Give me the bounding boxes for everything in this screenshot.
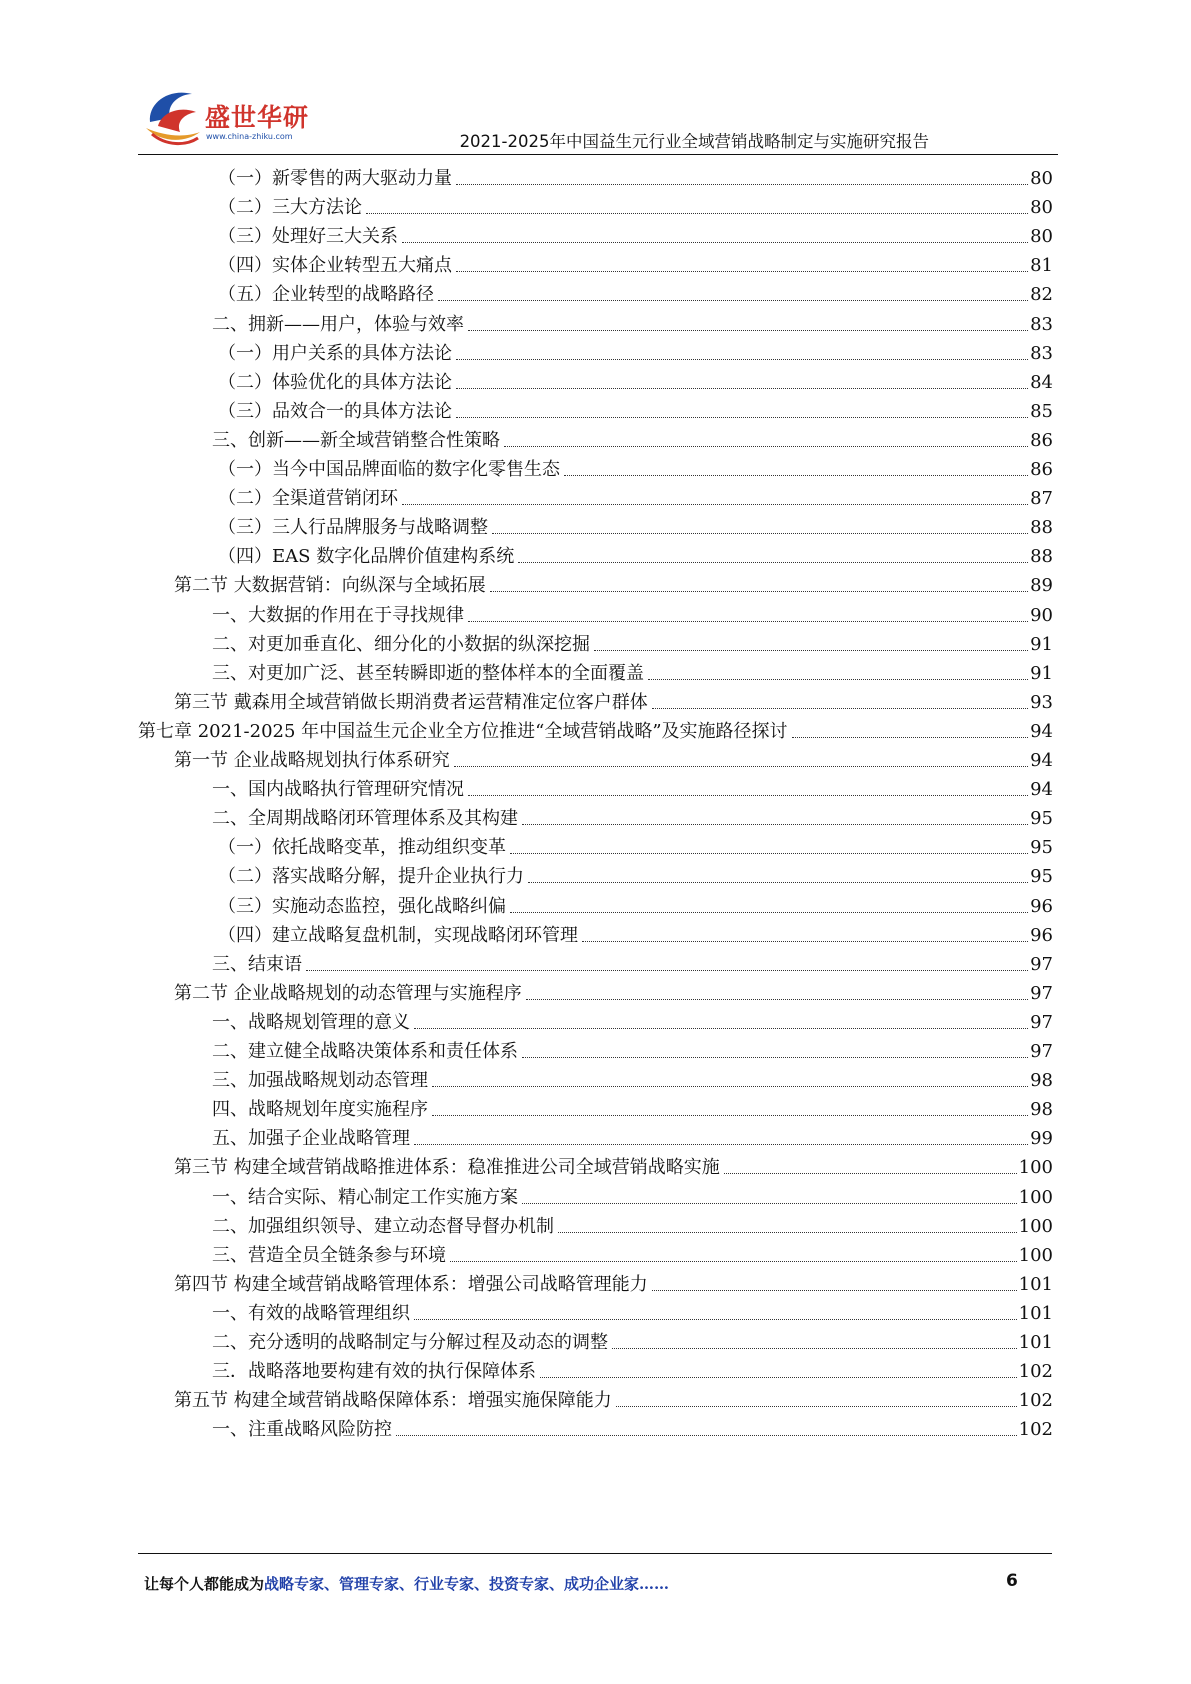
toc-entry-label: （一）用户关系的具体方法论 <box>218 342 452 364</box>
toc-entry[interactable] <box>218 888 1053 919</box>
toc-entry[interactable] <box>212 1208 1053 1239</box>
toc-entry[interactable] <box>218 509 1053 540</box>
toc-entry-label: 一、大数据的作用在于寻找规律 <box>212 604 464 626</box>
toc-leader-dots <box>366 212 1028 214</box>
toc-entry[interactable] <box>212 422 1053 453</box>
toc-entry[interactable] <box>218 858 1053 889</box>
footer-divider <box>138 1553 1052 1554</box>
toc-entry-page: 80 <box>1030 168 1053 189</box>
toc-entry[interactable] <box>212 597 1053 628</box>
toc-entry-page: 85 <box>1030 400 1053 422</box>
toc-entry-label: （三）实施动态监控，强化战略纠偏 <box>218 895 506 917</box>
toc-entry-label: 二、全周期战略闭环管理体系及其构建 <box>212 808 518 830</box>
toc-entry-page: 96 <box>1030 924 1053 946</box>
toc-leader-dots <box>510 911 1028 913</box>
toc-leader-dots <box>652 1289 1017 1291</box>
toc-entry-page: 98 <box>1030 1099 1053 1121</box>
toc-entry-page: 97 <box>1030 982 1053 1004</box>
toc-leader-dots <box>522 823 1028 825</box>
toc-leader-dots <box>402 241 1028 243</box>
toc-entry-label: （四）EAS 数字化品牌价值建构系统 <box>218 546 515 568</box>
toc-entry-page: 89 <box>1030 575 1053 597</box>
toc-entry[interactable] <box>218 829 1053 860</box>
toc-entry-page: 82 <box>1030 284 1053 306</box>
toc-entry-label: （一）当今中国品牌面临的数字化零售生态 <box>218 459 560 480</box>
toc-leader-dots <box>432 1085 1028 1087</box>
toc-entry-label: （三）三人行品牌服务与战略调整 <box>218 517 488 539</box>
toc-entry[interactable] <box>212 1237 1053 1268</box>
toc-entry-page: 87 <box>1030 488 1053 510</box>
toc-leader-dots <box>504 445 1028 447</box>
toc-entry[interactable] <box>212 1120 1053 1151</box>
toc-entry-label: 第二节 大数据营销：向纵深与全域拓展 <box>174 575 486 597</box>
toc-entry-page: 100 <box>1018 1186 1053 1208</box>
toc-entry-label: （三）处理好三大关系 <box>218 226 398 248</box>
toc-leader-dots <box>438 299 1028 301</box>
toc-leader-dots <box>468 794 1028 796</box>
page-header <box>0 0 1191 160</box>
toc-entry-page: 91 <box>1030 662 1053 684</box>
toc-entry-page: 88 <box>1030 517 1053 539</box>
toc-entry[interactable] <box>212 1295 1053 1326</box>
toc-entry[interactable] <box>174 1266 1053 1297</box>
toc-entry[interactable] <box>212 800 1053 831</box>
toc-entry-page: 102 <box>1018 1390 1053 1412</box>
toc-entry-label: 三、加强战略规划动态管理 <box>212 1070 428 1092</box>
toc-leader-dots <box>612 1347 1017 1349</box>
header-divider <box>138 154 1058 155</box>
toc-entry[interactable] <box>174 1382 1053 1413</box>
toc-entry-label: （四）建立战略复盘机制，实现战略闭环管理 <box>218 924 578 946</box>
toc-entry-label: 第三节 构建全域营销战略推进体系：稳准推进公司全域营销战略实施 <box>174 1157 720 1179</box>
toc-entry-page: 100 <box>1018 1157 1053 1179</box>
logo-text: 盛世华研 <box>205 103 310 132</box>
toc-entry-label: 第三节 戴森用全域营销做长期消费者运营精准定位客户群体 <box>174 691 648 713</box>
toc-entry-label: （四）实体企业转型五大痛点 <box>218 255 452 277</box>
toc-entry[interactable] <box>218 160 1053 191</box>
toc-entry[interactable] <box>212 1324 1053 1355</box>
toc-entry[interactable] <box>218 247 1053 278</box>
toc-entry-page: 81 <box>1030 255 1053 277</box>
toc-entry[interactable] <box>138 713 1053 744</box>
toc-leader-dots <box>648 678 1028 680</box>
toc-entry-label: 三、结束语 <box>212 953 302 975</box>
toc-leader-dots <box>594 649 1028 651</box>
toc-entry-page: 97 <box>1030 953 1053 975</box>
toc-entry-label: 三．战略落地要构建有效的执行保障体系 <box>212 1361 536 1383</box>
toc-entry-label: 二、建立健全战略决策体系和责任体系 <box>212 1041 518 1062</box>
toc-entry-page: 102 <box>1018 1361 1053 1383</box>
toc-entry-label: 二、拥新——用户，体验与效率 <box>212 313 464 335</box>
toc-entry-label: （二）三大方法论 <box>218 197 362 219</box>
toc-leader-dots <box>510 852 1028 854</box>
toc-leader-dots <box>456 183 1028 185</box>
toc-leader-dots <box>402 503 1028 505</box>
toc-leader-dots <box>492 532 1028 534</box>
toc-entry[interactable] <box>212 1091 1053 1122</box>
toc-entry-label: 第七章 2021-2025 年中国益生元企业全方位推进“全域营销战略”及实施路径探讨 <box>138 720 788 742</box>
toc-entry[interactable] <box>212 946 1053 977</box>
toc-entry[interactable] <box>212 306 1053 337</box>
toc-entry-page: 93 <box>1030 691 1053 713</box>
toc-entry-page: 83 <box>1030 313 1053 335</box>
toc-entry-page: 88 <box>1030 546 1053 568</box>
toc-leader-dots <box>616 1405 1017 1407</box>
toc-entry-label: 三、对更加广泛、甚至转瞬即逝的整体样本的全面覆盖 <box>212 662 644 684</box>
toc-entry-page: 95 <box>1030 866 1053 888</box>
toc-entry-page: 95 <box>1030 808 1053 830</box>
toc-entry-page: 94 <box>1030 750 1053 771</box>
toc-leader-dots <box>724 1172 1017 1174</box>
toc-leader-dots <box>652 707 1028 709</box>
toc-leader-dots <box>456 358 1028 360</box>
toc-entry[interactable] <box>218 538 1053 569</box>
toc-entry[interactable] <box>212 1004 1053 1035</box>
toc-entry-page: 100 <box>1018 1244 1053 1266</box>
toc-entry[interactable] <box>174 742 1053 773</box>
toc-leader-dots <box>522 1202 1017 1204</box>
toc-entry[interactable] <box>212 1033 1053 1064</box>
toc-entry-page: 97 <box>1030 1041 1053 1062</box>
toc-entry-label: 第二节 企业战略规划的动态管理与实施程序 <box>174 982 522 1004</box>
toc-entry[interactable] <box>218 276 1053 307</box>
toc-entry-label: 三、营造全员全链条参与环境 <box>212 1244 446 1266</box>
toc-entry-page: 80 <box>1030 226 1053 248</box>
footer-slogan-highlight: 战略专家、管理专家、行业专家、投资专家、成功企业家…… <box>264 1575 670 1593</box>
toc-entry-label: 一、国内战略执行管理研究情况 <box>212 779 464 801</box>
toc-entry-page: 101 <box>1018 1302 1053 1324</box>
toc-entry[interactable] <box>218 218 1053 249</box>
toc-leader-dots <box>490 590 1028 592</box>
toc-leader-dots <box>540 1376 1017 1378</box>
toc-entry-label: （三）品效合一的具体方法论 <box>218 400 452 422</box>
toc-leader-dots <box>526 998 1028 1000</box>
toc-leader-dots <box>456 387 1028 389</box>
toc-entry-label: 一、有效的战略管理组织 <box>212 1302 410 1324</box>
toc-leader-dots <box>528 881 1028 883</box>
toc-entry[interactable] <box>212 771 1053 802</box>
toc-entry-label: （一）新零售的两大驱动力量 <box>218 168 452 189</box>
toc-leader-dots <box>414 1027 1028 1029</box>
toc-entry-page: 95 <box>1030 837 1053 859</box>
page-number: 6 <box>1006 1571 1018 1591</box>
toc-entry-label: 二、充分透明的战略制定与分解过程及动态的调整 <box>212 1332 608 1353</box>
toc-entry[interactable] <box>174 567 1053 598</box>
toc-entry-page: 83 <box>1030 342 1053 364</box>
toc-entry-label: 第一节 企业战略规划执行体系研究 <box>174 750 450 771</box>
toc-entry[interactable] <box>174 975 1053 1006</box>
toc-entry-page: 80 <box>1030 197 1053 219</box>
logo-url: www.china-zhiku.com <box>206 132 293 141</box>
toc-entry-page: 102 <box>1018 1419 1053 1441</box>
toc-entry-label: （二）落实战略分解，提升企业执行力 <box>218 866 524 888</box>
toc-entry-page: 84 <box>1030 371 1053 393</box>
toc-entry-page: 94 <box>1030 720 1053 742</box>
toc-leader-dots <box>582 940 1028 942</box>
toc-entry-label: 第五节 构建全域营销战略保障体系：增强实施保障能力 <box>174 1390 612 1412</box>
toc-entry-label: 四、战略规划年度实施程序 <box>212 1099 428 1121</box>
toc-entry[interactable] <box>174 684 1053 715</box>
toc-entry-page: 96 <box>1030 895 1053 917</box>
toc-entry-label: 一、战略规划管理的意义 <box>212 1011 410 1033</box>
toc-entry[interactable] <box>218 335 1053 366</box>
toc-entry-page: 101 <box>1018 1273 1053 1295</box>
toc-entry-label: （二）体验优化的具体方法论 <box>218 371 452 393</box>
toc-entry[interactable] <box>212 1353 1053 1384</box>
toc-entry-page: 90 <box>1030 604 1053 626</box>
toc-entry[interactable] <box>174 1149 1053 1180</box>
toc-entry-page: 86 <box>1030 429 1053 451</box>
toc-entry-page: 86 <box>1030 459 1053 480</box>
toc-leader-dots <box>456 416 1028 418</box>
toc-leader-dots <box>396 1434 1017 1436</box>
toc-leader-dots <box>558 1231 1017 1233</box>
toc-entry-label: 第四节 构建全域营销战略管理体系：增强公司战略管理能力 <box>174 1273 648 1295</box>
toc-entry[interactable] <box>218 364 1053 395</box>
toc-entry-label: （二）全渠道营销闭环 <box>218 488 398 510</box>
toc-entry-label: （五）企业转型的战略路径 <box>218 284 434 306</box>
toc-entry-page: 99 <box>1030 1128 1053 1150</box>
footer-slogan <box>144 1573 669 1594</box>
toc-leader-dots <box>414 1143 1028 1145</box>
toc-leader-dots <box>518 561 1028 563</box>
toc-leader-dots <box>306 969 1028 971</box>
toc-entry[interactable] <box>218 480 1053 511</box>
toc-entry[interactable] <box>218 917 1053 948</box>
toc-entry[interactable] <box>218 451 1053 482</box>
toc-leader-dots <box>414 1318 1017 1320</box>
footer-slogan-prefix: 让每个人都能成为 <box>144 1575 265 1593</box>
toc-leader-dots <box>792 736 1029 738</box>
toc-entry-page: 98 <box>1030 1070 1053 1092</box>
toc-entry-page: 100 <box>1018 1215 1053 1237</box>
toc-leader-dots <box>454 765 1028 767</box>
toc-entry[interactable] <box>218 189 1053 220</box>
toc-entry-page: 97 <box>1030 1011 1053 1033</box>
toc-entry-label: 五、加强子企业战略管理 <box>212 1128 410 1150</box>
toc-entry[interactable] <box>212 626 1053 657</box>
toc-leader-dots <box>456 270 1028 272</box>
toc-entry[interactable] <box>212 1179 1053 1210</box>
toc-leader-dots <box>468 620 1028 622</box>
toc-entry-page: 101 <box>1018 1332 1053 1353</box>
toc-entry-page: 91 <box>1030 633 1053 655</box>
toc-entry-label: 一、注重战略风险防控 <box>212 1419 392 1441</box>
toc-entry[interactable] <box>212 1062 1053 1093</box>
toc-entry-label: 一、结合实际、精心制定工作实施方案 <box>212 1186 518 1208</box>
toc-leader-dots <box>432 1114 1028 1116</box>
toc-entry[interactable] <box>218 393 1053 424</box>
toc-entry[interactable] <box>212 655 1053 686</box>
toc-entry-label: 三、创新——新全域营销整合性策略 <box>212 429 500 451</box>
toc-leader-dots <box>450 1260 1017 1262</box>
toc-leader-dots <box>522 1056 1028 1058</box>
report-title: 2021-2025年中国益生元行业全域营销战略制定与实施研究报告 <box>459 132 929 151</box>
toc-entry[interactable] <box>212 1411 1053 1442</box>
toc-leader-dots <box>468 329 1028 331</box>
toc-entry-label: （一）依托战略变革，推动组织变革 <box>218 837 506 859</box>
toc-entry-label: 二、对更加垂直化、细分化的小数据的纵深挖掘 <box>212 633 590 655</box>
toc-entry-page: 94 <box>1030 779 1053 801</box>
toc-entry-label: 二、加强组织领导、建立动态督导督办机制 <box>212 1215 554 1237</box>
toc-leader-dots <box>564 474 1028 476</box>
